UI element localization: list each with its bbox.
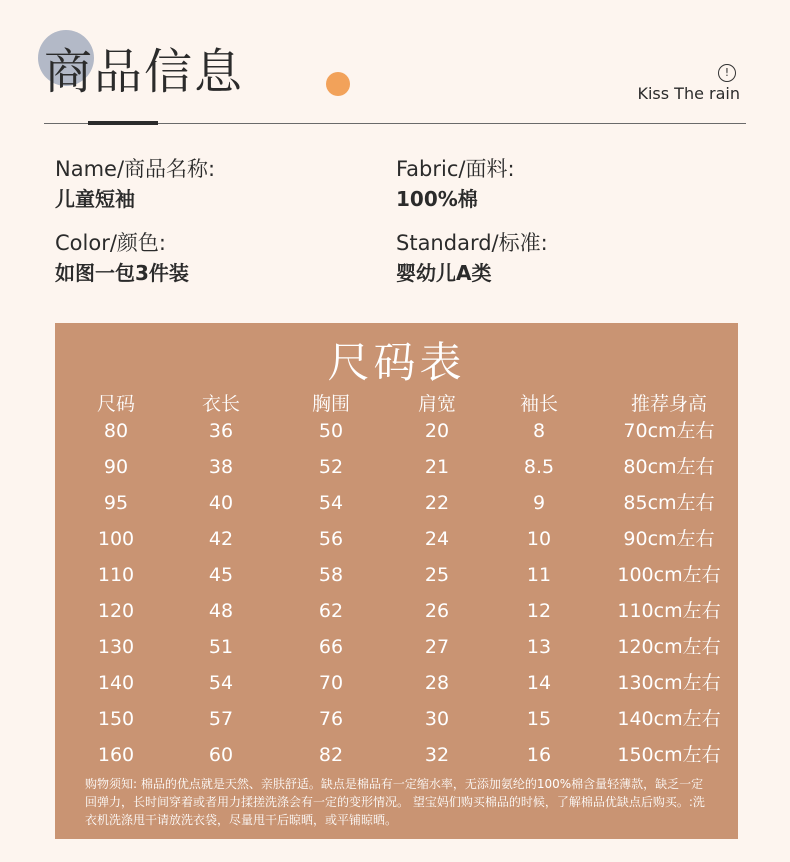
header-cell: 肩宽 <box>417 393 456 415</box>
table-cell: 70cm左右 <box>623 420 715 442</box>
table-cell: 58 <box>318 564 344 586</box>
table-cell: 60 <box>208 744 234 766</box>
table-row <box>55 558 738 592</box>
table-cell: 150cm左右 <box>617 744 721 766</box>
header-divider-accent <box>88 121 158 125</box>
table-cell: 100cm左右 <box>617 564 721 586</box>
table-cell: 50 <box>318 420 344 442</box>
table-cell: 140cm左右 <box>617 708 721 730</box>
table-cell: 40 <box>208 492 234 514</box>
info-color <box>55 228 189 288</box>
table-cell: 30 <box>424 708 450 730</box>
table-cell: 48 <box>208 600 234 622</box>
table-row <box>55 486 738 520</box>
table-cell: 54 <box>318 492 344 514</box>
header-cell: 推荐身高 <box>630 393 707 415</box>
table-cell: 26 <box>424 600 450 622</box>
size-chart-title: 尺码表 <box>327 338 466 387</box>
table-cell: 90cm左右 <box>623 528 715 550</box>
table-cell: 76 <box>318 708 344 730</box>
table-row <box>55 450 738 484</box>
table-cell: 85cm左右 <box>623 492 715 514</box>
table-cell: 80 <box>103 420 129 442</box>
table-row <box>55 414 738 448</box>
table-row <box>55 738 738 772</box>
table-cell: 21 <box>424 456 450 478</box>
header-cell: 胸围 <box>311 393 350 415</box>
info-name-label: Name/商品名称: <box>55 157 216 181</box>
table-cell: 20 <box>424 420 450 442</box>
table-cell: 9 <box>532 492 546 514</box>
table-cell: 52 <box>318 456 344 478</box>
table-cell: 82 <box>318 744 344 766</box>
table-cell: 8.5 <box>523 456 555 478</box>
table-cell: 130 <box>97 636 135 658</box>
table-cell: 22 <box>424 492 450 514</box>
info-name <box>55 154 215 214</box>
table-cell: 140 <box>97 672 135 694</box>
exclamation-icon: ! <box>718 64 736 82</box>
info-fabric-label: Fabric/面料: <box>396 157 515 181</box>
table-cell: 42 <box>208 528 234 550</box>
table-cell: 8 <box>532 420 546 442</box>
table-cell: 15 <box>526 708 552 730</box>
brand-text: Kiss The rain <box>637 84 740 103</box>
header-cell: 衣长 <box>201 393 240 415</box>
table-cell: 36 <box>208 420 234 442</box>
info-standard-label: Standard/标准: <box>396 231 548 255</box>
info-standard <box>396 228 548 288</box>
table-row <box>55 630 738 664</box>
table-row <box>55 702 738 736</box>
table-cell: 95 <box>103 492 129 514</box>
table-cell: 62 <box>318 600 344 622</box>
table-cell: 120cm左右 <box>617 636 721 658</box>
table-cell: 45 <box>208 564 234 586</box>
table-cell: 51 <box>208 636 234 658</box>
table-cell: 80cm左右 <box>623 456 715 478</box>
table-cell: 66 <box>318 636 344 658</box>
table-cell: 130cm左右 <box>617 672 721 694</box>
table-cell: 100 <box>97 528 135 550</box>
table-cell: 11 <box>526 564 552 586</box>
table-cell: 28 <box>424 672 450 694</box>
page-title: 商品信息 <box>44 44 245 100</box>
info-fabric-value: 100%棉 <box>396 187 478 211</box>
table-cell: 13 <box>526 636 552 658</box>
table-cell: 12 <box>526 600 552 622</box>
table-cell: 160 <box>97 744 135 766</box>
table-cell: 25 <box>424 564 450 586</box>
header-cell: 尺码 <box>96 393 135 415</box>
table-cell: 16 <box>526 744 552 766</box>
table-cell: 14 <box>526 672 552 694</box>
table-cell: 24 <box>424 528 450 550</box>
table-cell: 32 <box>424 744 450 766</box>
size-chart <box>55 323 738 839</box>
table-cell: 54 <box>208 672 234 694</box>
table-row <box>55 666 738 700</box>
table-cell: 10 <box>526 528 552 550</box>
table-cell: 27 <box>424 636 450 658</box>
table-cell: 150 <box>97 708 135 730</box>
page-header <box>0 0 790 140</box>
table-cell: 110 <box>97 564 135 586</box>
table-cell: 110cm左右 <box>617 600 721 622</box>
decorative-circle-orange <box>326 72 350 96</box>
header-cell: 袖长 <box>519 393 558 415</box>
info-color-value: 如图一包3件装 <box>55 261 189 285</box>
table-cell: 38 <box>208 456 234 478</box>
purchase-notice: 购物须知: 棉品的优点就是天然、亲肤舒适。缺点是棉品有一定缩水率，无添加氨纶的100%棉含量轻薄款，缺乏一定回弹力，长时间穿着或者用力揉搓洗涤会有一定的变形情况。 望宝妈们购买棉品的时候，了解棉品优缺点后购买。:洗衣机洗涤甩干请放洗衣袋，尽量甩干后晾晒，或平铺晾晒。 <box>85 777 705 827</box>
info-color-label: Color/颜色: <box>55 231 166 255</box>
table-row <box>55 522 738 556</box>
info-name-value: 儿童短袖 <box>55 187 135 211</box>
info-standard-value: 婴幼儿A类 <box>396 261 492 285</box>
info-fabric <box>396 154 515 214</box>
table-cell: 57 <box>208 708 234 730</box>
table-cell: 90 <box>103 456 129 478</box>
table-cell: 120 <box>97 600 135 622</box>
table-row <box>55 594 738 628</box>
table-cell: 70 <box>318 672 344 694</box>
table-cell: 56 <box>318 528 344 550</box>
